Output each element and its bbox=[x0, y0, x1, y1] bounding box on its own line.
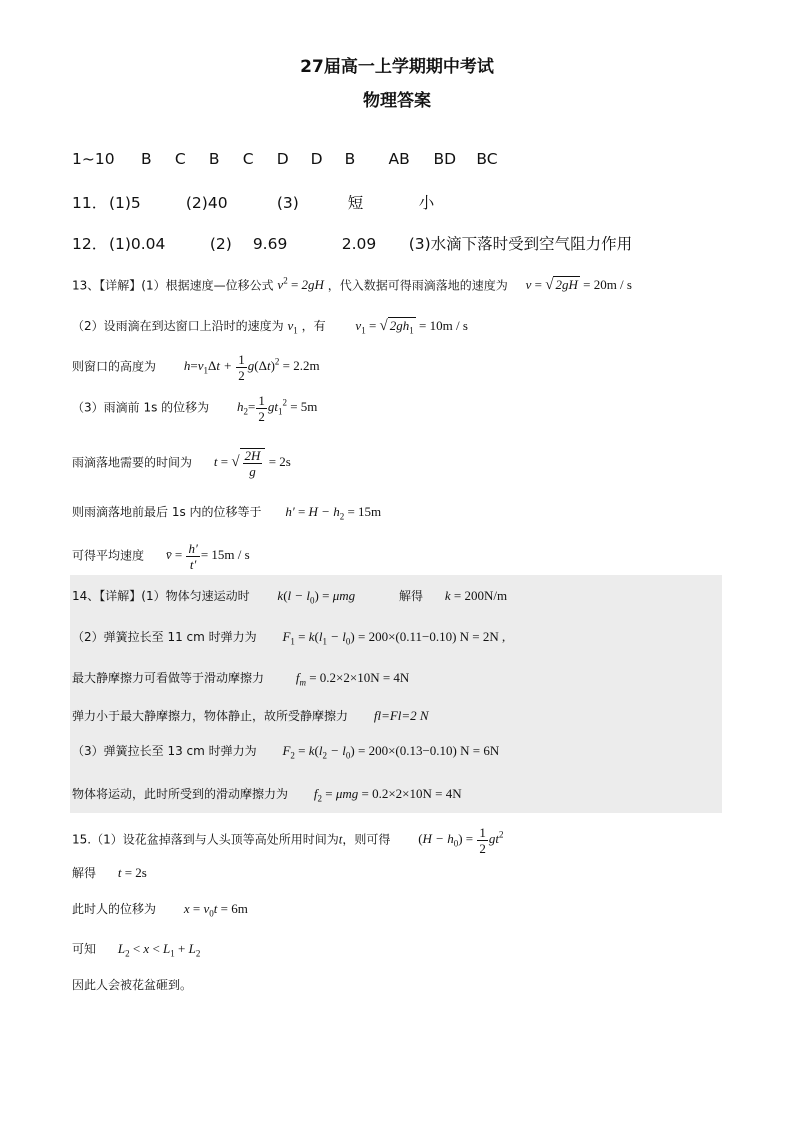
mc-answer: B bbox=[344, 150, 356, 168]
formula-F1: $F_1 = k(l_1 - l_0) = 200\times(0.11-0.10) N = 2N$ , bbox=[282, 629, 506, 647]
formula-F2: $F_2 = k(l_2 - l_0) = 200\times(0.13-0.10) N = 6N$ bbox=[282, 743, 500, 761]
q13-text: （3）雨滴前 1s 的位移为 bbox=[72, 400, 210, 415]
formula-fall-equation: $(H - h_0)$ = $\frac{1}{2}$ $gt^2$ bbox=[418, 825, 504, 856]
page-subtitle: 物理答案 bbox=[363, 91, 431, 111]
q14-text: （3）弹簧拉长至 13 cm 时弹力为 bbox=[72, 744, 257, 758]
q14-line4 bbox=[72, 707, 429, 724]
q15-text: 可知 bbox=[72, 942, 97, 956]
q11-part: 短 bbox=[347, 194, 364, 212]
q15-line4 bbox=[72, 940, 200, 959]
formula-t-result: t = 2s bbox=[117, 865, 147, 880]
q13-text: 则雨滴落地前最后 1s 内的位移等于 bbox=[72, 505, 262, 519]
q14-text: 14、【详解】(1）物体匀速运动时 bbox=[72, 589, 250, 603]
q13-text: （2）设雨滴在到达窗口上沿时的速度为 bbox=[72, 319, 284, 333]
formula-inequality: $L_2 < x < L_1 + L_2$ bbox=[117, 941, 201, 959]
q12-part: (3)水滴下落时受到空气阻力作用 bbox=[408, 235, 633, 253]
q14-highlight bbox=[70, 575, 722, 813]
q13-text: ，代入数据可得雨滴落地的速度为 bbox=[327, 278, 508, 293]
q15-line2 bbox=[72, 864, 147, 881]
q13-line2 bbox=[72, 317, 468, 336]
q11-row bbox=[72, 191, 434, 213]
formula-v1-symbol: $v_1$ bbox=[287, 318, 298, 336]
mc-answer: BC bbox=[476, 150, 498, 168]
q14-line6 bbox=[72, 785, 462, 804]
q13-line6 bbox=[72, 503, 381, 522]
q15-line1 bbox=[72, 826, 504, 855]
mc-answer: C bbox=[174, 150, 186, 168]
q11-part: (1)5 bbox=[108, 194, 141, 212]
formula-v-squared: $v^2 = 2gH$ bbox=[277, 276, 324, 293]
q12-part: 9.69 bbox=[252, 235, 288, 253]
formula-k-equation: $k(l - l_0) = \mu mg$ bbox=[277, 588, 356, 606]
mc-answer: D bbox=[276, 150, 289, 168]
mc-answers-row bbox=[72, 150, 498, 168]
q12-part: (2) bbox=[209, 235, 232, 253]
q13-text: ，有 bbox=[301, 319, 326, 333]
q14-text: 物体将运动，此时所受到的滑动摩擦力为 bbox=[72, 787, 289, 801]
q15-text: 此时人的位移为 bbox=[72, 902, 157, 916]
page-title: 27届高一上学期期中考试 bbox=[300, 57, 494, 77]
q14-text: 弹力小于最大静摩擦力，物体静止，故所受静摩擦力 bbox=[72, 709, 349, 723]
q11-part: (3) bbox=[276, 194, 299, 212]
q13-line3 bbox=[72, 353, 320, 382]
mc-answer: AB bbox=[388, 150, 410, 168]
mc-answer: D bbox=[310, 150, 323, 168]
q15-text: 解得 bbox=[72, 866, 97, 880]
formula-displacement: $x = v_0t = 6m$ bbox=[183, 901, 248, 919]
q13-line7 bbox=[72, 542, 250, 571]
q14-text: 最大静摩擦力可看做等于滑动摩擦力 bbox=[72, 671, 265, 685]
formula-static-friction: fl=Fl=2 N bbox=[373, 708, 429, 723]
formula-f2: $f_2 = \mu mg = 0.2\times 2\times 10N = 4N$ bbox=[313, 786, 462, 804]
q15-text: 15.（1）设花盆掉落到与人头顶等高处所用时间为 bbox=[72, 832, 339, 847]
q11-label: 11． bbox=[72, 194, 108, 212]
q13-text: 则窗口的高度为 bbox=[72, 359, 157, 374]
q12-row bbox=[72, 232, 632, 254]
q14-line2 bbox=[72, 628, 505, 647]
q14-line3 bbox=[72, 669, 409, 688]
formula-t-symbol: t bbox=[338, 831, 343, 847]
q13-text: 雨滴落地需要的时间为 bbox=[72, 455, 193, 470]
mc-answer: C bbox=[242, 150, 254, 168]
formula-h2: $h_2=$ $\frac{1}{2}$ $gt_1^2 = 5m$ bbox=[236, 393, 318, 424]
formula-last-second: $h' = H - h_2 = 15m$ bbox=[285, 504, 382, 522]
q14-text: （2）弹簧拉长至 11 cm 时弹力为 bbox=[72, 630, 257, 644]
mc-answer: B bbox=[140, 150, 152, 168]
mc-answer: B bbox=[208, 150, 220, 168]
q14-line1 bbox=[72, 587, 507, 606]
formula-average-velocity: v̄ = $\frac{h'}{t'}$ = 15m / s bbox=[165, 541, 250, 572]
formula-window-height: $h=v_1\Delta t$ + $\frac{1}{2}$ $g(\Delta t)^2 = 2.2m$ bbox=[183, 352, 320, 383]
q12-label: 12． bbox=[72, 235, 108, 253]
q12-part: (1)0.04 bbox=[108, 235, 166, 253]
formula-k-result: k = 200N/m bbox=[444, 588, 508, 603]
q13-text: 可得平均速度 bbox=[72, 548, 145, 563]
q15-text: ，则可得 bbox=[342, 832, 391, 847]
formula-fall-time: t = √ $\frac{2H}{g}$ = 2s bbox=[213, 448, 291, 479]
q13-text: 13、【详解】(1）根据速度—位移公式 bbox=[72, 278, 274, 293]
q14-text: 解得 bbox=[398, 589, 423, 603]
formula-v-result: v = √ 2gH = 20m / s bbox=[525, 277, 632, 294]
q12-part: 2.09 bbox=[341, 235, 377, 253]
formula-v1-result: $v_1$ = √ $2gh_1 = 10m / s$ bbox=[355, 318, 468, 336]
mc-label: 1~10 bbox=[72, 150, 115, 168]
mc-answer: BD bbox=[433, 150, 457, 168]
q14-line5 bbox=[72, 742, 499, 761]
q15-line5: 因此人会被花盆砸到。 bbox=[72, 978, 193, 992]
q13-line1 bbox=[72, 276, 632, 294]
q11-part: 小 bbox=[418, 194, 435, 212]
formula-fm: $f_m = 0.2\times 2\times 10N = 4N$ bbox=[295, 670, 410, 688]
q13-line5 bbox=[72, 448, 291, 478]
q15-line3 bbox=[72, 900, 248, 919]
q13-line4 bbox=[72, 394, 317, 423]
q11-part: (2)40 bbox=[185, 194, 228, 212]
